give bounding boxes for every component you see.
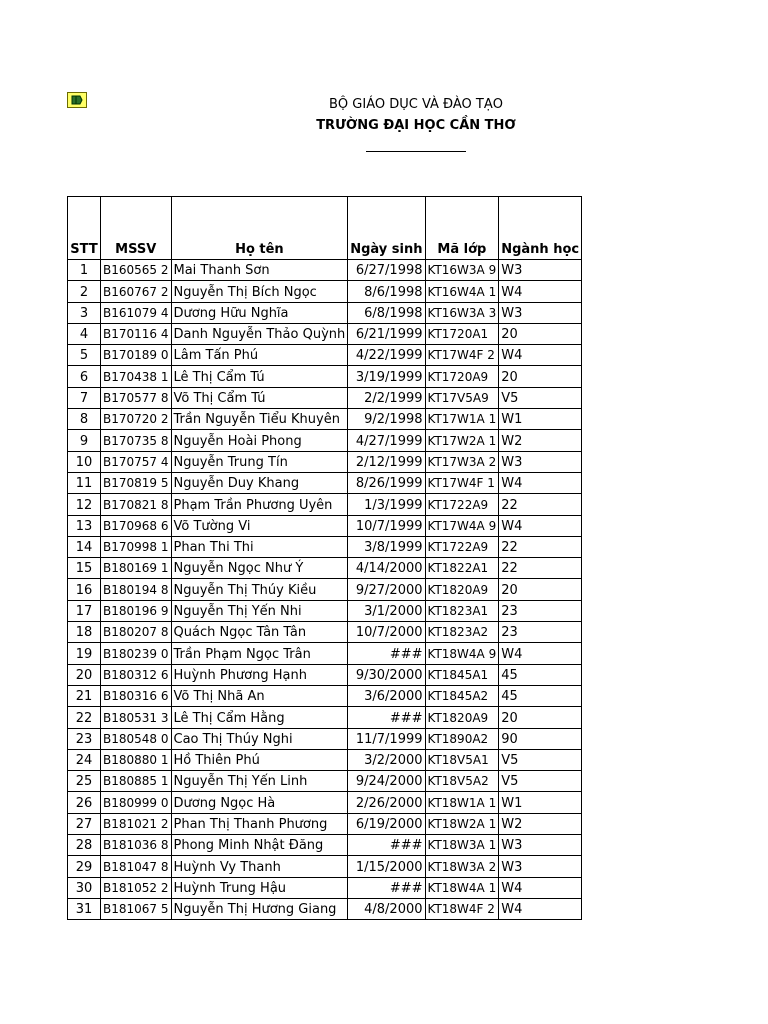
stt-cell: 1 bbox=[68, 260, 101, 281]
class-code-cell: KT1890A2 bbox=[425, 728, 499, 749]
stt-cell: 8 bbox=[68, 409, 101, 430]
name-cell: Phan Thị Thanh Phương bbox=[171, 813, 348, 834]
dob-cell: 11/7/1999 bbox=[348, 728, 425, 749]
dob-cell: ### bbox=[348, 877, 425, 898]
stt-cell: 25 bbox=[68, 771, 101, 792]
student-table bbox=[67, 196, 582, 920]
class-code-cell: KT18W2A 1 bbox=[425, 813, 499, 834]
name-cell: Cao Thị Thúy Nghi bbox=[171, 728, 348, 749]
stt-cell: 19 bbox=[68, 643, 101, 664]
name-cell: Nguyễn Thị Thúy Kiều bbox=[171, 579, 348, 600]
stt-cell: 9 bbox=[68, 430, 101, 451]
mssv-cell: B160767 2 bbox=[101, 281, 172, 302]
table-row bbox=[68, 451, 582, 472]
major-cell: 22 bbox=[499, 494, 582, 515]
major-cell: V5 bbox=[499, 771, 582, 792]
mssv-cell: B180207 8 bbox=[101, 622, 172, 643]
major-cell: W3 bbox=[499, 856, 582, 877]
major-cell: 22 bbox=[499, 558, 582, 579]
table-row bbox=[68, 898, 582, 919]
mssv-cell: B161079 4 bbox=[101, 302, 172, 323]
mssv-cell: B160565 2 bbox=[101, 260, 172, 281]
major-cell: W4 bbox=[499, 877, 582, 898]
class-code-cell: KT1720A9 bbox=[425, 366, 499, 387]
class-code-cell: KT17W4F 2 bbox=[425, 345, 499, 366]
major-cell: V5 bbox=[499, 387, 582, 408]
dob-cell: 10/7/2000 bbox=[348, 622, 425, 643]
dob-cell: 9/24/2000 bbox=[348, 771, 425, 792]
mssv-cell: B170735 8 bbox=[101, 430, 172, 451]
mssv-cell: B170998 1 bbox=[101, 536, 172, 557]
stt-cell: 4 bbox=[68, 323, 101, 344]
stt-cell: 3 bbox=[68, 302, 101, 323]
table-row bbox=[68, 600, 582, 621]
dob-cell: 8/6/1998 bbox=[348, 281, 425, 302]
dob-cell: ### bbox=[348, 643, 425, 664]
mssv-cell: B180239 0 bbox=[101, 643, 172, 664]
stt-cell: 31 bbox=[68, 898, 101, 919]
name-cell: Lê Thị Cẩm Tú bbox=[171, 366, 348, 387]
mssv-cell: B180885 1 bbox=[101, 771, 172, 792]
major-cell: 20 bbox=[499, 323, 582, 344]
table-row bbox=[68, 707, 582, 728]
major-cell: 22 bbox=[499, 536, 582, 557]
name-cell: Nguyễn Thị Bích Ngọc bbox=[171, 281, 348, 302]
mssv-cell: B170757 4 bbox=[101, 451, 172, 472]
mssv-cell: B181067 5 bbox=[101, 898, 172, 919]
name-cell: Võ Tường Vi bbox=[171, 515, 348, 536]
name-cell: Nguyễn Trung Tín bbox=[171, 451, 348, 472]
major-cell: W1 bbox=[499, 409, 582, 430]
stt-cell: 18 bbox=[68, 622, 101, 643]
class-code-cell: KT1720A1 bbox=[425, 323, 499, 344]
dob-cell: 3/8/1999 bbox=[348, 536, 425, 557]
class-code-cell: KT18V5A2 bbox=[425, 771, 499, 792]
table-row bbox=[68, 345, 582, 366]
stt-cell: 22 bbox=[68, 707, 101, 728]
stt-cell: 6 bbox=[68, 366, 101, 387]
col-header-name: Họ tên bbox=[171, 197, 348, 260]
major-cell: W3 bbox=[499, 835, 582, 856]
mssv-cell: B180312 6 bbox=[101, 664, 172, 685]
table-row bbox=[68, 387, 582, 408]
major-cell: W3 bbox=[499, 260, 582, 281]
table-row bbox=[68, 856, 582, 877]
table-row bbox=[68, 685, 582, 706]
name-cell: Lâm Tấn Phú bbox=[171, 345, 348, 366]
class-code-cell: KT18W4A 9 bbox=[425, 643, 499, 664]
dob-cell: 3/2/2000 bbox=[348, 749, 425, 770]
name-cell: Huỳnh Vy Thanh bbox=[171, 856, 348, 877]
col-header-mssv: MSSV bbox=[101, 197, 172, 260]
mssv-cell: B170720 2 bbox=[101, 409, 172, 430]
mssv-cell: B181021 2 bbox=[101, 813, 172, 834]
class-code-cell: KT17W1A 1 bbox=[425, 409, 499, 430]
mssv-cell: B170116 4 bbox=[101, 323, 172, 344]
major-cell: W2 bbox=[499, 430, 582, 451]
dob-cell: 10/7/1999 bbox=[348, 515, 425, 536]
name-cell: Danh Nguyễn Thảo Quỳnh bbox=[171, 323, 348, 344]
major-cell: W4 bbox=[499, 472, 582, 493]
name-cell: Phạm Trần Phương Uyên bbox=[171, 494, 348, 515]
major-cell: W4 bbox=[499, 898, 582, 919]
name-cell: Phan Thi Thi bbox=[171, 536, 348, 557]
mssv-cell: B170577 8 bbox=[101, 387, 172, 408]
table-body bbox=[68, 260, 582, 920]
major-cell: W4 bbox=[499, 515, 582, 536]
dob-cell: 2/26/2000 bbox=[348, 792, 425, 813]
mssv-cell: B180316 6 bbox=[101, 685, 172, 706]
class-code-cell: KT18W1A 1 bbox=[425, 792, 499, 813]
table-row bbox=[68, 813, 582, 834]
mssv-cell: B180531 3 bbox=[101, 707, 172, 728]
stt-cell: 12 bbox=[68, 494, 101, 515]
mssv-cell: B181036 8 bbox=[101, 835, 172, 856]
table-row bbox=[68, 749, 582, 770]
mssv-cell: B181047 8 bbox=[101, 856, 172, 877]
stt-cell: 26 bbox=[68, 792, 101, 813]
table-row bbox=[68, 728, 582, 749]
dob-cell: 3/6/2000 bbox=[348, 685, 425, 706]
mssv-cell: B170821 8 bbox=[101, 494, 172, 515]
name-cell: Nguyễn Thị Yến Linh bbox=[171, 771, 348, 792]
class-code-cell: KT1722A9 bbox=[425, 494, 499, 515]
stt-cell: 23 bbox=[68, 728, 101, 749]
mssv-cell: B180169 1 bbox=[101, 558, 172, 579]
name-cell: Nguyễn Ngọc Như Ý bbox=[171, 558, 348, 579]
class-code-cell: KT17W4A 9 bbox=[425, 515, 499, 536]
col-header-stt: STT bbox=[68, 197, 101, 260]
name-cell: Nguyễn Thị Hương Giang bbox=[171, 898, 348, 919]
stt-cell: 24 bbox=[68, 749, 101, 770]
stt-cell: 29 bbox=[68, 856, 101, 877]
table-row bbox=[68, 472, 582, 493]
major-cell: W3 bbox=[499, 451, 582, 472]
name-cell: Võ Thị Nhã An bbox=[171, 685, 348, 706]
mssv-cell: B170189 0 bbox=[101, 345, 172, 366]
major-cell: 45 bbox=[499, 664, 582, 685]
table-row bbox=[68, 558, 582, 579]
stt-cell: 28 bbox=[68, 835, 101, 856]
table-row bbox=[68, 302, 582, 323]
major-cell: V5 bbox=[499, 749, 582, 770]
mssv-cell: B170968 6 bbox=[101, 515, 172, 536]
major-cell: 90 bbox=[499, 728, 582, 749]
ministry-name: BỘ GIÁO DỤC VÀ ĐÀO TẠO bbox=[329, 97, 503, 112]
col-header-major: Ngành học bbox=[499, 197, 582, 260]
stt-cell: 21 bbox=[68, 685, 101, 706]
table-row bbox=[68, 622, 582, 643]
name-cell: Hồ Thiên Phú bbox=[171, 749, 348, 770]
major-cell: W4 bbox=[499, 643, 582, 664]
class-code-cell: KT1845A1 bbox=[425, 664, 499, 685]
table-row bbox=[68, 409, 582, 430]
table-row bbox=[68, 515, 582, 536]
class-code-cell: KT1823A1 bbox=[425, 600, 499, 621]
mssv-cell: B170819 5 bbox=[101, 472, 172, 493]
name-cell: Dương Hữu Nghĩa bbox=[171, 302, 348, 323]
stt-cell: 14 bbox=[68, 536, 101, 557]
table-row bbox=[68, 366, 582, 387]
dob-cell: 6/19/2000 bbox=[348, 813, 425, 834]
dob-cell: 6/21/1999 bbox=[348, 323, 425, 344]
class-code-cell: KT17W3A 2 bbox=[425, 451, 499, 472]
col-header-dob: Ngày sinh bbox=[348, 197, 425, 260]
dob-cell: 1/15/2000 bbox=[348, 856, 425, 877]
table-row bbox=[68, 771, 582, 792]
dob-cell: 2/2/1999 bbox=[348, 387, 425, 408]
class-code-cell: KT17W2A 1 bbox=[425, 430, 499, 451]
name-cell: Lê Thị Cẩm Hằng bbox=[171, 707, 348, 728]
stt-cell: 13 bbox=[68, 515, 101, 536]
mssv-cell: B180196 9 bbox=[101, 600, 172, 621]
table-row bbox=[68, 260, 582, 281]
dob-cell: 2/12/1999 bbox=[348, 451, 425, 472]
stt-cell: 16 bbox=[68, 579, 101, 600]
dob-cell: 3/1/2000 bbox=[348, 600, 425, 621]
class-code-cell: KT16W3A 3 bbox=[425, 302, 499, 323]
dob-cell: 4/8/2000 bbox=[348, 898, 425, 919]
class-code-cell: KT17W4F 1 bbox=[425, 472, 499, 493]
dob-cell: 1/3/1999 bbox=[348, 494, 425, 515]
major-cell: W4 bbox=[499, 345, 582, 366]
stt-cell: 30 bbox=[68, 877, 101, 898]
table-row bbox=[68, 643, 582, 664]
dob-cell: 6/8/1998 bbox=[348, 302, 425, 323]
class-code-cell: KT1845A2 bbox=[425, 685, 499, 706]
stt-cell: 11 bbox=[68, 472, 101, 493]
name-cell: Phong Minh Nhật Đăng bbox=[171, 835, 348, 856]
table-row bbox=[68, 536, 582, 557]
name-cell: Nguyễn Hoài Phong bbox=[171, 430, 348, 451]
major-cell: 20 bbox=[499, 579, 582, 600]
table-row bbox=[68, 579, 582, 600]
mssv-cell: B181052 2 bbox=[101, 877, 172, 898]
major-cell: 45 bbox=[499, 685, 582, 706]
dob-cell: 4/27/1999 bbox=[348, 430, 425, 451]
class-code-cell: KT1823A2 bbox=[425, 622, 499, 643]
dob-cell: 8/26/1999 bbox=[348, 472, 425, 493]
class-code-cell: KT1822A1 bbox=[425, 558, 499, 579]
dob-cell: 9/27/2000 bbox=[348, 579, 425, 600]
name-cell: Nguyễn Duy Khang bbox=[171, 472, 348, 493]
class-code-cell: KT16W4A 1 bbox=[425, 281, 499, 302]
class-code-cell: KT18W3A 1 bbox=[425, 835, 499, 856]
dob-cell: 9/30/2000 bbox=[348, 664, 425, 685]
table-row bbox=[68, 430, 582, 451]
class-code-cell: KT18W4A 1 bbox=[425, 877, 499, 898]
mssv-cell: B180194 8 bbox=[101, 579, 172, 600]
major-cell: W4 bbox=[499, 281, 582, 302]
table-row bbox=[68, 877, 582, 898]
stt-cell: 2 bbox=[68, 281, 101, 302]
major-cell: 20 bbox=[499, 707, 582, 728]
class-code-cell: KT1820A9 bbox=[425, 579, 499, 600]
dob-cell: 4/22/1999 bbox=[348, 345, 425, 366]
class-code-cell: KT1722A9 bbox=[425, 536, 499, 557]
major-cell: W2 bbox=[499, 813, 582, 834]
dob-cell: 9/2/1998 bbox=[348, 409, 425, 430]
name-cell: Trần Nguyễn Tiểu Khuyên bbox=[171, 409, 348, 430]
stt-cell: 7 bbox=[68, 387, 101, 408]
name-cell: Huỳnh Phương Hạnh bbox=[171, 664, 348, 685]
name-cell: Nguyễn Thị Yến Nhi bbox=[171, 600, 348, 621]
mssv-cell: B180880 1 bbox=[101, 749, 172, 770]
major-cell: 20 bbox=[499, 366, 582, 387]
class-code-cell: KT17V5A9 bbox=[425, 387, 499, 408]
dob-cell: ### bbox=[348, 835, 425, 856]
header-divider bbox=[366, 151, 466, 152]
stt-cell: 27 bbox=[68, 813, 101, 834]
stt-cell: 10 bbox=[68, 451, 101, 472]
mssv-cell: B180548 0 bbox=[101, 728, 172, 749]
class-code-cell: KT18W4F 2 bbox=[425, 898, 499, 919]
mssv-cell: B180999 0 bbox=[101, 792, 172, 813]
stt-cell: 15 bbox=[68, 558, 101, 579]
dob-cell: ### bbox=[348, 707, 425, 728]
table-row bbox=[68, 323, 582, 344]
col-header-class-code: Mã lớp bbox=[425, 197, 499, 260]
class-code-cell: KT18W3A 2 bbox=[425, 856, 499, 877]
table-row bbox=[68, 664, 582, 685]
name-cell: Mai Thanh Sơn bbox=[171, 260, 348, 281]
dob-cell: 3/19/1999 bbox=[348, 366, 425, 387]
name-cell: Quách Ngọc Tân Tân bbox=[171, 622, 348, 643]
major-cell: 23 bbox=[499, 600, 582, 621]
dob-cell: 4/14/2000 bbox=[348, 558, 425, 579]
class-code-cell: KT1820A9 bbox=[425, 707, 499, 728]
table-header-row bbox=[68, 197, 582, 260]
name-cell: Dương Ngọc Hà bbox=[171, 792, 348, 813]
dob-cell: 6/27/1998 bbox=[348, 260, 425, 281]
major-cell: W3 bbox=[499, 302, 582, 323]
class-code-cell: KT18V5A1 bbox=[425, 749, 499, 770]
name-cell: Trần Phạm Ngọc Trân bbox=[171, 643, 348, 664]
stt-cell: 5 bbox=[68, 345, 101, 366]
mssv-cell: B170438 1 bbox=[101, 366, 172, 387]
class-code-cell: KT16W3A 9 bbox=[425, 260, 499, 281]
name-cell: Võ Thị Cẩm Tú bbox=[171, 387, 348, 408]
stt-cell: 17 bbox=[68, 600, 101, 621]
stt-cell: 20 bbox=[68, 664, 101, 685]
major-cell: W1 bbox=[499, 792, 582, 813]
table-row bbox=[68, 494, 582, 515]
table-row bbox=[68, 281, 582, 302]
table-row bbox=[68, 792, 582, 813]
major-cell: 23 bbox=[499, 622, 582, 643]
university-name: TRƯỜNG ĐẠI HỌC CẦN THƠ bbox=[316, 118, 516, 133]
name-cell: Huỳnh Trung Hậu bbox=[171, 877, 348, 898]
table-row bbox=[68, 835, 582, 856]
